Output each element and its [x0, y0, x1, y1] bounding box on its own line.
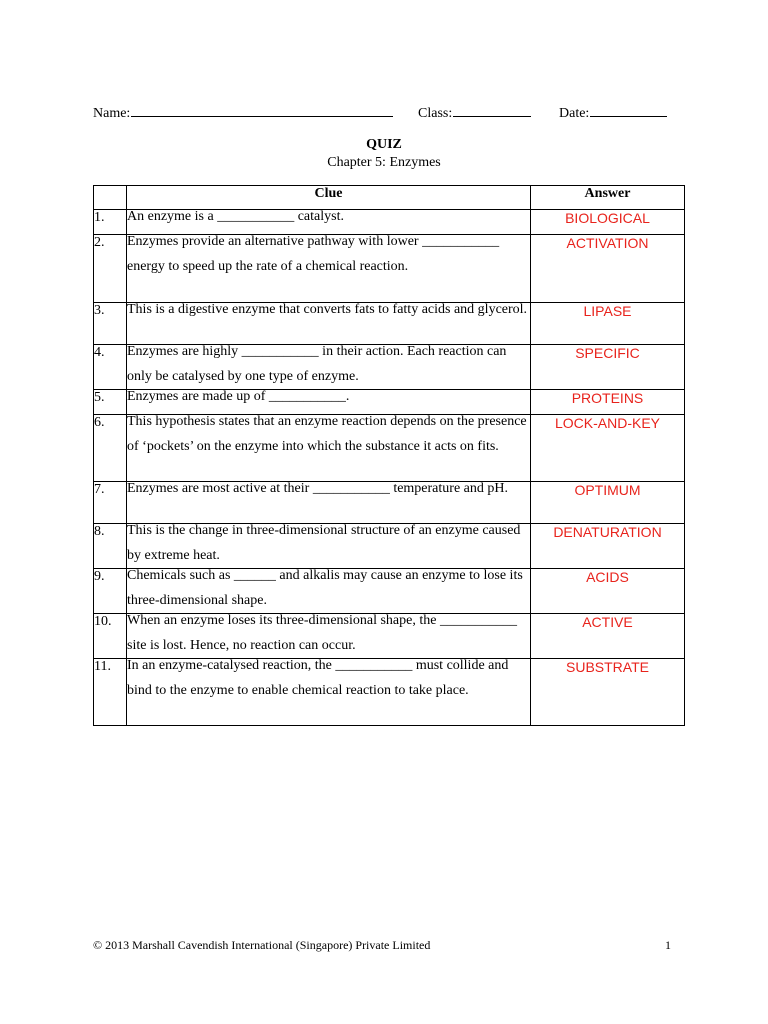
- class-label: Class:: [418, 106, 453, 121]
- clue-text: Enzymes are made up of ___________.: [127, 389, 350, 404]
- answer-cell: ACIDS: [531, 569, 685, 614]
- question-number: 5.: [94, 390, 127, 415]
- date-blank[interactable]: [590, 103, 667, 117]
- clue-text: In an enzyme-catalysed reaction, the ___________ must collide and bind to the enzyme to enable chemical reaction to take place.: [127, 658, 509, 698]
- clue-cell: [127, 659, 531, 726]
- answer-cell: ACTIVE: [531, 614, 685, 659]
- page-number: 1: [665, 938, 671, 952]
- clue-text: Chemicals such as ______ and alkalis may cause an enzyme to lose its three-dimensional shape.: [127, 568, 523, 608]
- clue-column-header: Clue: [127, 186, 531, 210]
- quiz-subtitle: Chapter 5: Enzymes: [327, 155, 441, 170]
- clue-cell: [127, 614, 531, 659]
- question-number: 1.: [94, 210, 127, 235]
- answer-cell: PROTEINS: [531, 390, 685, 415]
- question-number: 3.: [94, 303, 127, 345]
- table-row: [94, 235, 685, 303]
- clue-cell: [127, 235, 531, 303]
- question-number: 8.: [94, 524, 127, 569]
- question-number: 2.: [94, 235, 127, 303]
- question-number: 10.: [94, 614, 127, 659]
- question-number: 9.: [94, 569, 127, 614]
- clue-cell: [127, 524, 531, 569]
- table-row: [94, 345, 685, 390]
- answer-cell: LOCK-AND-KEY: [531, 415, 685, 482]
- clue-text: This hypothesis states that an enzyme reaction depends on the presence of ‘pockets’ on the enzyme into which the substance it acts on fits.: [127, 414, 527, 454]
- clue-text: Enzymes are highly ___________ in their action. Each reaction can only be catalysed by one type of enzyme.: [127, 344, 507, 384]
- answer-cell: LIPASE: [531, 303, 685, 345]
- clue-text: When an enzyme loses its three-dimensional shape, the ___________ site is lost. Hence, no reaction can occur.: [127, 613, 517, 653]
- answer-cell: BIOLOGICAL: [531, 210, 685, 235]
- clue-text: Enzymes provide an alternative pathway with lower ___________ energy to speed up the rate of a chemical reaction.: [127, 234, 500, 274]
- table-row: [94, 659, 685, 726]
- answer-cell: SUBSTRATE: [531, 659, 685, 726]
- question-number: 6.: [94, 415, 127, 482]
- question-number: 11.: [94, 659, 127, 726]
- quiz-table: [93, 185, 685, 726]
- table-row: [94, 415, 685, 482]
- date-field[interactable]: [559, 103, 667, 122]
- answer-cell: DENATURATION: [531, 524, 685, 569]
- answer-cell: OPTIMUM: [531, 482, 685, 524]
- quiz-table-body: [94, 210, 685, 726]
- clue-text: An enzyme is a ___________ catalyst.: [127, 209, 344, 224]
- question-number: 4.: [94, 345, 127, 390]
- clue-text: Enzymes are most active at their ___________ temperature and pH.: [127, 481, 508, 496]
- name-label: Name:: [93, 106, 131, 121]
- table-row: [94, 614, 685, 659]
- answer-cell: ACTIVATION: [531, 235, 685, 303]
- number-column-header: [94, 186, 127, 210]
- table-row: [94, 569, 685, 614]
- clue-cell: [127, 345, 531, 390]
- quiz-title: QUIZ: [366, 137, 402, 152]
- answer-cell: SPECIFIC: [531, 345, 685, 390]
- name-blank[interactable]: [131, 103, 393, 117]
- name-field[interactable]: [93, 103, 393, 122]
- copyright-notice: © 2013 Marshall Cavendish International (Singapore) Private Limited: [93, 938, 431, 952]
- clue-cell: [127, 569, 531, 614]
- answer-column-header: Answer: [531, 186, 685, 210]
- question-number: 7.: [94, 482, 127, 524]
- date-label: Date:: [559, 106, 590, 121]
- clue-cell: [127, 415, 531, 482]
- class-blank[interactable]: [453, 103, 531, 117]
- clue-text: This is a digestive enzyme that converts fats to fatty acids and glycerol.: [127, 302, 528, 317]
- table-row: [94, 524, 685, 569]
- class-field[interactable]: [418, 103, 531, 122]
- student-info-line: [93, 103, 693, 123]
- clue-text: This is the change in three-dimensional structure of an enzyme caused by extreme heat.: [127, 523, 521, 563]
